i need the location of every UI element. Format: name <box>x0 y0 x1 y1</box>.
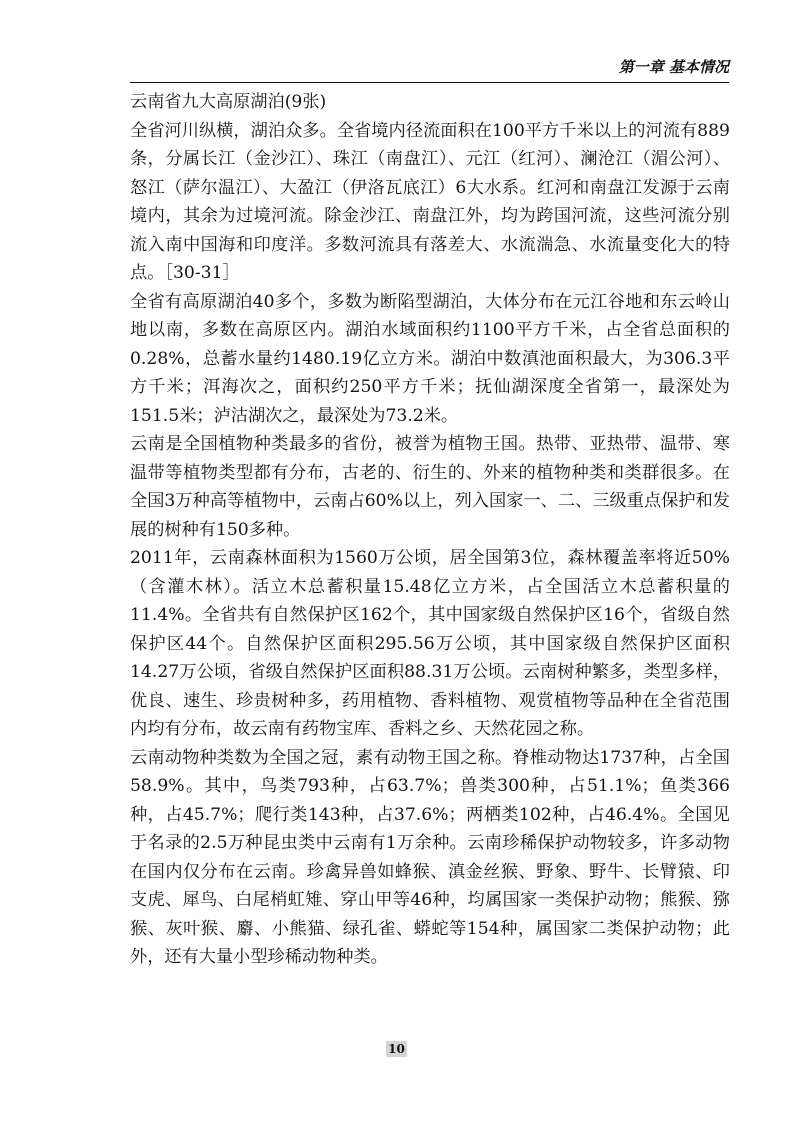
paragraph-forests: 2011年，云南森林面积为1560万公顷，居全国第3位，森林覆盖率将近50%（含灌木林）。活立木总蓄积量15.48亿立方米，占全国活立木总蓄积量的11.4%。全省共有自然保护区162个，其中国家级自然保护区16个，省级自然保护区44个。自然保护区面积295.56万公顷，其中国家级自然保护区面积14.27万公顷，省级自然保护区面积88.31万公顷。云南树种繁多，类型多样，优良、速生、珍贵树种多，药用植物、香料植物、观赏植物等品种在全省范围内均有分布，故云南有药物宝库、香料之乡、天然花园之称。 <box>130 548 730 739</box>
paragraph-rivers: 全省河川纵横，湖泊众多。全省境内径流面积在100平方千米以上的河流有889条，分属长江（金沙江）、珠江（南盘江）、元江（红河）、澜沧江（湄公河）、怒江（萨尔温江）、大盈江（伊洛瓦底江）6大水系。红河和南盘江发源于云南境内，其余为过境河流。除金沙江、南盘江外，均为跨国河流，这些河流分别流入南中国海和印度洋。多数河流具有落差大、水流湍急、水流量变化大的特点。［30-31］ <box>130 120 730 283</box>
body-text <box>130 88 730 972</box>
header-divider <box>130 82 729 83</box>
page-number-container <box>0 1040 793 1058</box>
paragraph-animals: 云南动物种类数为全国之冠，素有动物王国之称。脊椎动物达1737种，占全国58.9%。其中，鸟类793种，占63.7%；兽类300种，占51.1%；鱼类366种，占45.7%；爬行类143种，占37.6%；两栖类102种，占46.4%。全国见于名录的2.5万种昆虫类中云南有1万余种。云南珍稀保护动物较多，许多动物在国内仅分布在云南。珍禽异兽如蜂猴、滇金丝猴、野象、野牛、长臂猿、印支虎、犀鸟、白尾梢虹雉、穿山甲等46种，均属国家一类保护动物；熊猴、猕猴、灰叶猴、麝、小熊猫、绿孔雀、蟒蛇等154种，属国家二类保护动物；此外，还有大量小型珍稀动物种类。 <box>130 747 730 967</box>
paragraph-plants: 云南是全国植物种类最多的省份，被誉为植物王国。热带、亚热带、温带、寒温带等植物类型都有分布，古老的、衍生的、外来的植物种类和类群很多。在全国3万种高等植物中，云南占60%以上，列入国家一、二、三级重点保护和发展的树种有150多种。 <box>130 434 730 540</box>
paragraph-lakes: 全省有高原湖泊40多个，多数为断陷型湖泊，大体分布在元江谷地和东云岭山地以南，多数在高原区内。湖泊水域面积约1100平方千米，占全省总面积的0.28%，总蓄水量约1480.19亿立方米。湖泊中数滇池面积最大，为306.3平方千米；洱海次之，面积约250平方千米；抚仙湖深度全省第一，最深处为151.5米；泸沽湖次之，最深处为73.2米。 <box>130 291 730 426</box>
paragraph-image-caption: 云南省九大高原湖泊(9张) <box>130 92 327 112</box>
page-number: 10 <box>388 1042 405 1056</box>
chapter-header: 第一章 基本情况 <box>618 58 729 76</box>
